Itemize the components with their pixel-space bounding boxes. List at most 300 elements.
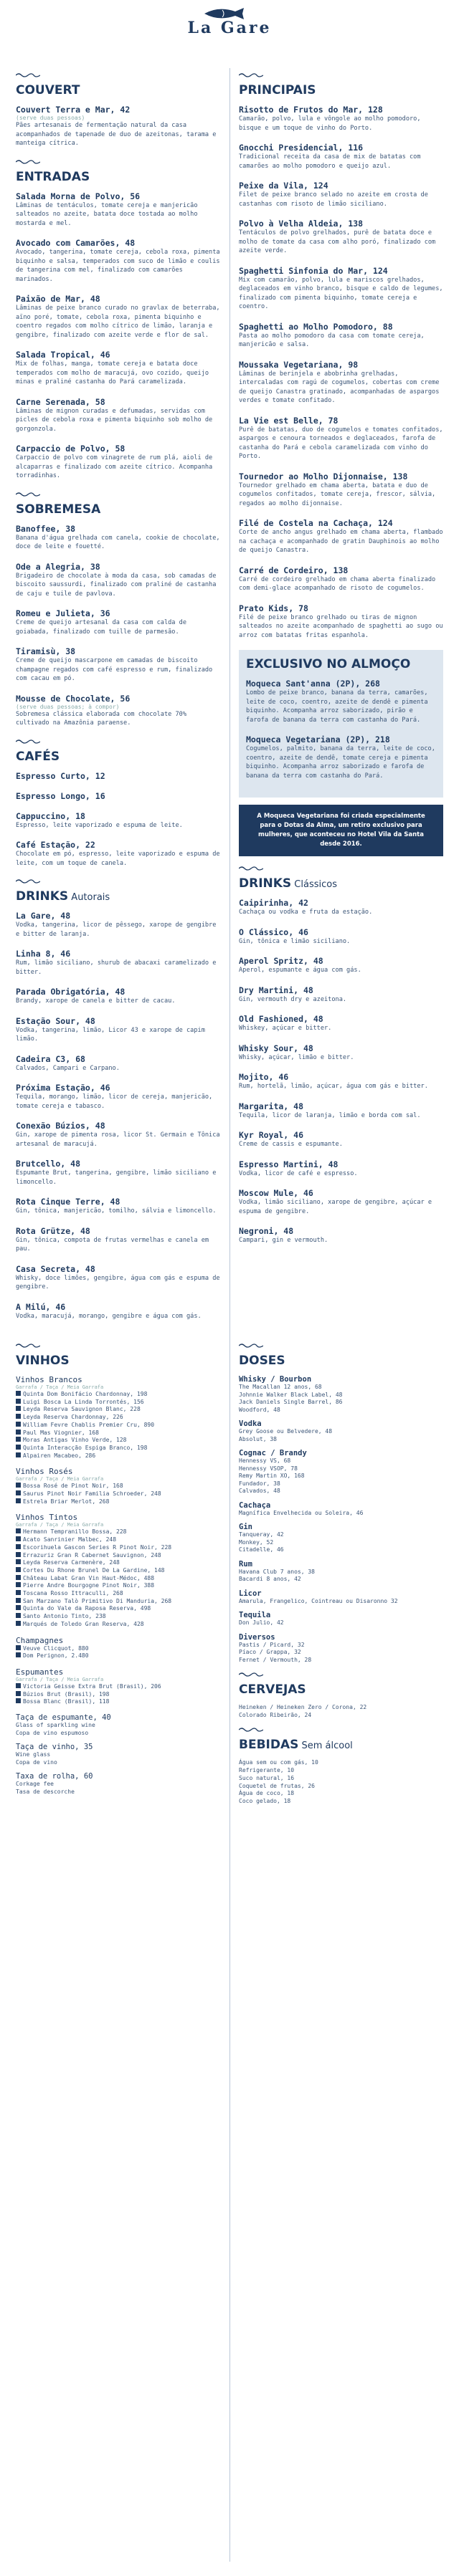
item-desc: Gin, tônica, compota de frutas vermelhas e canela em pau. [16,1236,209,1253]
wine-line [16,1613,220,1621]
item-title: Filé de Costela na Cachaça, 124 [239,518,393,528]
section-subtitle: Sem álcool [298,1741,353,1752]
wine-column [16,1335,220,1806]
bullet-icon [16,1691,21,1696]
dose-group [239,1633,443,1665]
item-title: Mousse de Chocolate, 56 [16,693,131,704]
section-title: DOSES [239,1354,285,1368]
wine-line [16,1483,220,1490]
dose-group [239,1419,443,1443]
item-title: Avocado com Camarões, 48 [16,238,136,248]
item-title: La Vie est Belle, 78 [239,415,339,426]
item-desc: Pães artesanais de fermentação natural da casa acompanhados de tapenade de duo de azeitonas, tarama e manteiga cítrica. [16,122,217,147]
lunch-box [239,650,443,798]
item-desc: Gin, vermouth dry e azeitona. [239,995,347,1003]
item-title: Moscow Mule, 46 [239,1188,313,1198]
menu-item [16,987,220,1006]
item-desc: Carpaccio de polvo com vinagrete de rum plá, aioli de alcaparras e finalizado com azeite cítrico. Acompanha torradinhas. [16,454,213,479]
item-desc: Espresso, leite vaporizado e espuma de leite. [16,821,183,829]
item-desc: Brigadeiro de chocolate à moda da casa, sob camadas de biscoito saussurdi, finalizado com praliné de castanha de caju e tuile de pavlova. [16,572,217,598]
wine-line [16,1422,220,1430]
wine-name: Victoria Geisse Extra Brut (Brasil), 206 [23,1682,161,1690]
item-desc: Vodka, maracujá, morango, gengibre e água com gás. [16,1312,202,1320]
bullet-icon [16,1544,21,1549]
item-title: Spaghetti ao Molho Pomodoro, 88 [239,321,393,332]
item-title: Dry Martini, 48 [239,985,313,995]
menu-item [239,1188,443,1216]
item-title: Brutcello, 48 [16,1159,81,1169]
bullet-icon [16,1452,21,1457]
wine-line [16,1582,220,1590]
wine-group-title: Vinhos Rosés [16,1467,73,1477]
item-desc: Rum, limão siciliano, shurub de abacaxi caramelizado e bitter. [16,959,217,976]
wave-icon [239,1342,263,1349]
wave-icon [239,865,263,872]
drink-lines: Água sem ou com gás, 10 Refrigerante, 10 Suco natural, 16 Coquetel de frutas, 26 Água de coco, 18 Coco gelado, 18 [239,1759,318,1804]
section-title: ENTRADAS [16,169,90,184]
menu-item [239,1014,443,1033]
menu-item [239,1072,443,1091]
wine-line [16,1652,220,1660]
wine-line [16,1498,220,1506]
menu-item [16,911,220,939]
wine-name: Veuve Clicquot, 880 [23,1644,89,1652]
wine-name: Búzios Brut (Brasil), 198 [23,1690,110,1698]
menu-item [239,360,443,406]
wine-line [16,1683,220,1691]
wave-icon [16,72,40,79]
dose-group [239,1560,443,1584]
item-desc: Gin, tônica, manjericão, tomilho, sálvia e limoncello. [16,1207,217,1215]
dose-group-title: Gin [239,1523,252,1531]
bullet-icon [16,1445,21,1450]
menu-item [239,985,443,1005]
menu-item [16,294,220,340]
wine-name: Dom Perignon, 2.480 [23,1652,89,1660]
menu-item [246,679,436,724]
item-desc: Gin, tônica e limão siciliano. [239,937,351,945]
section-title: PRINCIPAIS [239,83,316,97]
menu-item [239,603,443,641]
item-desc: Cogumelos, palmito, banana da terra, leite de coco, coentro, azeite de dendê, tomate cereja e pimenta biquinho. Acompanha arroz saborizado e farofa de banana da terra com castanha do Pará. [246,745,435,780]
wine-group [16,1375,220,1460]
item-desc: Vodka, licor de café e espresso. [239,1169,358,1177]
item-desc: Chocolate em pó, espresso, leite vaporizado e espuma de leite, com um toque de canela. [16,851,220,867]
menu-item [16,840,220,868]
menu-item [239,1101,443,1121]
dose-group [239,1501,443,1518]
menu-item [16,811,220,830]
dose-group [239,1375,443,1414]
menu-item [16,646,220,684]
item-desc: Carré de cordeiro grelhado em chama aberta finalizado com demi-glace acompanhado de risoto de cogumelos. [239,575,436,592]
section-title: DRINKS Clássicos [239,876,337,891]
bullet-icon [16,1621,21,1626]
menu-item [239,416,443,461]
wave-icon [16,738,40,745]
section-title: BEBIDAS Sem álcool [239,1738,353,1753]
menu-item [16,524,220,552]
bullet-icon [16,1590,21,1595]
item-desc: Pasta ao molho pomodoro da casa com tomate cereja, manjericão e salsa. [239,332,425,348]
menu-item [16,1159,220,1187]
wine-name: Hermann Tempranillo Bossa, 228 [23,1528,127,1536]
item-desc: Lâminas de mignon curadas e defumadas, servidas com picles de cebola roxa e pimenta biquinho sob molho de gorgonzola. [16,407,213,433]
item-desc: Mix de folhas, manga, tomate cereja e batata doce temperados com molho de maracujá, ovo cozido, queijo minas e praliné castanha do Pará caramelizada. [16,360,209,386]
item-desc: Creme de cassis e espumante. [239,1141,343,1148]
item-title: Paixão de Mar, 48 [16,294,100,304]
wine-group [16,1636,220,1660]
dose-column [239,1335,443,1806]
wine-name: Pierre Andre Bourgogne Pinot Noir, 388 [23,1582,155,1589]
bullet-icon [16,1559,21,1564]
item-note: (serve duas pessoas) [16,115,85,121]
dose-lines: Havana Club 7 anos, 38 Bacardi 8 anos, 42 [239,1568,315,1582]
item-title: Couvert Terra e Mar, 42 [16,105,131,115]
wine-group-title: Vinhos Tintos [16,1513,78,1523]
item-title: Conexão Búzios, 48 [16,1121,105,1131]
item-desc: Calvados, Campari e Carpano. [16,1064,120,1072]
item-desc: Corte de ancho angus grelhado em chama aberta, flambado na cachaça e acompanhado de gratin Dauphinois ao molho de queijo Canastra. [239,529,443,554]
logo [16,0,443,64]
item-desc: Whisky, doce limões, gengibre, água com gás e espuma de gengibre. [16,1274,220,1291]
item-title: Moqueca Sant'anna (2P), 268 [246,679,380,689]
item-title: Prato Kids, 78 [239,603,308,613]
wave-icon [16,878,40,885]
wine-name: Acato Sanrinier Malbec, 248 [23,1536,117,1543]
item-title: Spaghetti Sinfonia do Mar, 124 [239,265,388,276]
item-title: Gnocchi Presidencial, 116 [239,143,364,153]
bullet-icon [16,1483,21,1488]
item-desc: Aperol, espumante e água com gás. [239,967,361,974]
item-note: (serve duas pessoas; à compor) [16,703,120,710]
wave-icon [16,1342,40,1349]
item-desc: Creme de queijo artesanal da casa com calda de goiabada, finalizado com tuille de parmesão. [16,619,186,636]
wine-line [16,1575,220,1583]
bullet-icon [16,1430,21,1435]
bullet-icon [16,1652,21,1657]
section-title: CERVEJAS [239,1682,306,1697]
item-desc: Tradicional receita da casa de mix de batatas com camarões ao molho pomodoro e queijo azul. [239,153,421,170]
wine-name: Leyda Reserva Carmenère, 248 [23,1559,120,1566]
dose-lines: Don Julio, 42 [239,1619,284,1626]
extra-desc: Corkage fee Tasa de descorche [16,1781,75,1795]
dose-lines: Tanqueray, 42 Monkey, 52 Citadelle, 46 [239,1531,284,1553]
bullet-icon [16,1698,21,1703]
bullet-icon [16,1598,21,1603]
wine-name: Luigi Bosca La Linda Torrontés, 156 [23,1398,144,1405]
item-title: Risotto de Frutos do Mar, 128 [239,105,383,115]
item-title: Estação Sour, 48 [16,1015,95,1026]
wave-icon [239,1671,263,1678]
menu-item [16,1121,220,1149]
wine-group-note: Garrafa / Taça / Meia Garrafa [16,1476,104,1483]
wine-extra [16,1713,220,1737]
item-title: Mojito, 46 [239,1072,289,1082]
wine-name: Quinta do Vale da Raposa Reserva, 498 [23,1605,151,1612]
menu-item [16,1054,220,1073]
dose-lines: The Macallan 12 anos, 68 Johnnie Walker Black Label, 48 Jack Daniels Single Barrel, 86 Woodford, 48 [239,1384,343,1413]
item-desc: Lombo de peixe branco, banana da terra, camarões, leite de coco, coentro, azeite de dendê e pimenta biquinho. Acompanha arroz saborizado, pirão e farofa de banana da terra com castanha do Pará. [246,689,428,724]
item-title: Salada Tropical, 46 [16,350,110,360]
dose-group [239,1611,443,1627]
menu-item [16,771,220,781]
section-title: COUVERT [16,83,80,97]
item-title: Peixe da Vila, 124 [239,181,328,191]
menu-item [239,1130,443,1149]
item-desc: Cachaça ou vodka e fruta da estação. [239,909,373,916]
menu-item [239,898,443,917]
item-desc: Camarão, polvo, lula e vôngole ao molho pomodoro, bisque e um toque de vinho do Porto. [239,115,421,132]
item-title: Polvo à Velha Aldeia, 138 [239,219,364,229]
menu-item [16,1083,220,1111]
menu-item [16,105,220,148]
item-title: Salada Morna de Polvo, 56 [16,191,141,201]
wine-line [16,1536,220,1544]
wine-name: Moras Antigas Vinho Verde, 128 [23,1437,127,1444]
item-title: Negroni, 48 [239,1226,294,1236]
item-title: Old Fashioned, 48 [239,1014,323,1024]
dose-group-title: Whisky / Bourbon [239,1375,312,1384]
item-title: Linha 8, 46 [16,949,71,959]
bullet-icon [16,1422,21,1427]
wine-name: Marqués de Toledo Gran Reserva, 428 [23,1620,144,1627]
wine-group-note: Garrafa / Taça / Meia Garrafa [16,1384,104,1390]
bullet-icon [16,1490,21,1495]
dose-group-title: Tequila [239,1611,271,1619]
section-subtitle: Clássicos [291,879,337,890]
item-title: Cadeira C3, 68 [16,1053,85,1064]
item-title: Margarita, 48 [239,1101,304,1111]
wine-name: Toscana Rosso Ittraculli, 268 [23,1590,123,1597]
item-title: Rota Grütze, 48 [16,1225,90,1236]
wine-line [16,1452,220,1460]
item-desc: Gin, xarope de pimenta rosa, licor St. Germain e Tônica artesanal de maracujá. [16,1131,220,1148]
item-title: Próxima Estação, 46 [16,1083,110,1093]
item-title: Casa Secreta, 48 [16,1263,95,1274]
wine-name: Escorihuela Gascon Series R Pinot Noir, 228 [23,1543,172,1551]
wine-line [16,1605,220,1613]
wine-line [16,1445,220,1452]
dose-group-title: Rum [239,1559,252,1569]
item-title: Tournedor ao Molho Dijonnaise, 138 [239,471,408,482]
wine-line [16,1698,220,1706]
section-title: EXCLUSIVO NO ALMOÇO [246,657,411,671]
item-desc: Whisky, açúcar, limão e bitter. [239,1053,354,1061]
wine-line [16,1621,220,1629]
wine-name: Bossa Blanc (Brasil), 118 [23,1698,110,1705]
item-desc: Filé de peixe branco grelhado ou tiras de mignon salteados no azeite acompanhado de spaghetti ao sugo ou arroz com batatas fritas espanhola. [239,613,443,639]
section-title: VINHOS [16,1354,70,1368]
item-title: Moqueca Vegetariana (2P), 218 [246,734,390,744]
menu-item [16,1016,220,1044]
item-title: Carré de Cordeiro, 138 [239,565,349,575]
item-title: Ode a Alegria, 38 [16,561,100,572]
wine-extra [16,1743,220,1766]
wine-name: Errazuriz Gran R Cabernet Sauvignon, 248 [23,1551,161,1558]
item-title: Espresso Curto, 12 [16,770,105,781]
menu-item [239,105,443,133]
item-title: Cappuccino, 18 [16,810,85,821]
menu-item [16,1226,220,1254]
menu-item [16,949,220,977]
wine-extra [16,1772,220,1796]
menu-item [239,1159,443,1179]
wine-group [16,1467,220,1505]
item-title: Espresso Longo, 16 [16,790,105,801]
dose-group [239,1589,443,1606]
menu-item [239,143,443,171]
menu-item [239,518,443,555]
section-title: DRINKS Autorais [16,889,110,904]
wine-name: San Marzano Talò Primitivo Di Manduria, 268 [23,1597,172,1604]
dose-group [239,1523,443,1554]
item-title: O Clássico, 46 [239,927,308,937]
wave-icon [239,1726,263,1733]
item-desc: Mix com camarão, polvo, lula e mariscos grelhados, deglaceados em vinho branco, bisque e caldo de legumes, finalizado com pimenta biquinho, tomate cereja e coentro. [239,276,443,310]
extra-desc: Wine glass Copa de vino [16,1751,57,1766]
dose-group-title: Cognac / Brandy [239,1449,307,1457]
right-column [239,64,443,1331]
dose-lines: Pastis / Picard, 32 Píaco / Grappa, 32 Fernet / Vermouth, 28 [239,1641,312,1663]
wine-group-note: Garrafa / Taça / Meia Garrafa [16,1522,104,1528]
bullet-icon [16,1536,21,1541]
bullet-icon [16,1498,21,1503]
wine-name: Santo Antonio Tinto, 238 [23,1613,106,1620]
menu-item [239,927,443,947]
left-column [16,64,220,1331]
bullet-icon [16,1683,21,1688]
menu-item [246,734,436,780]
item-desc: Tournedor grelhado em chama aberta, batata e duo de cogumelos confitados, tomate cereja, frescor, sálvia, regados ao molho dijonnaise. [239,482,436,507]
wine-group-title: Champagnes [16,1635,64,1645]
wine-group [16,1513,220,1628]
section-title: SOBREMESA [16,502,101,517]
wine-name: Paul Mas Viognier, 168 [23,1429,99,1436]
extra-desc: Glass of sparkling wine Copa de vino espumoso [16,1722,95,1736]
bullet-icon [16,1399,21,1404]
wine-line [16,1590,220,1598]
item-title: Café Estação, 22 [16,840,95,850]
menu-item [239,1226,443,1245]
wine-name: Estrela Briar Merlot, 268 [23,1498,110,1505]
wine-line [16,1490,220,1498]
bullet-icon [16,1567,21,1572]
bullet-icon [16,1406,21,1411]
wine-group-title: Espumantes [16,1667,64,1677]
item-desc: Campari, gin e vermouth. [239,1237,328,1244]
section-subtitle: Autorais [68,892,110,903]
item-desc: Espumante Brut, tangerina, gengibre, limão siciliano e limoncello. [16,1169,217,1186]
wine-line [16,1391,220,1399]
menu-item [239,266,443,312]
menu-item [16,444,220,481]
wine-line [16,1528,220,1536]
menu-item [16,191,220,229]
wine-name: Alpairen Macabeo, 286 [23,1452,96,1459]
dose-group-title: Cachaça [239,1500,271,1510]
item-desc: Creme de queijo mascarpone em camadas de biscoito champagne regados com café espresso e rum, finalizado com cacau em pó. [16,657,213,682]
menu-item [16,350,220,387]
section-title: CAFÉS [16,749,60,764]
bullet-icon [16,1582,21,1587]
extra-title: Taça de vinho, 35 [16,1743,93,1752]
item-title: Parada Obrigatória, 48 [16,987,126,997]
wine-name: Château Labat Gran Vin Haut-Médoc, 488 [23,1574,155,1581]
item-desc: Brandy, xarope de canela e bitter de cacau. [16,997,176,1005]
drink-lines: Heineken / Heineken Zero / Corona, 22 Colorado Ribeirão, 24 [239,1704,367,1718]
wine-line [16,1406,220,1414]
wine-line [16,1645,220,1653]
menu-item [16,608,220,636]
item-desc: Sobremesa clássica elaborada com chocolate 70% cultivado na Amazônia paraense. [16,710,186,727]
wave-icon [16,158,40,166]
item-title: Whisky Sour, 48 [239,1043,313,1053]
bullet-icon [16,1552,21,1557]
wine-name: Leyda Reserva Sauvignon Blanc, 228 [23,1406,141,1413]
bullet-icon [16,1528,21,1533]
bullet-icon [16,1645,21,1650]
item-desc: Whiskey, açúcar e bitter. [239,1025,332,1032]
wave-icon [239,72,263,79]
bullet-icon [16,1575,21,1580]
bullet-icon [16,1605,21,1610]
item-title: Tiramisù, 38 [16,646,76,656]
wine-group-note: Garrafa / Taça / Meia Garrafa [16,1676,104,1682]
wave-icon [16,491,40,498]
wine-line [16,1691,220,1699]
extra-title: Taxa de rolha, 60 [16,1772,93,1781]
wine-group [16,1667,220,1706]
wine-line [16,1567,220,1575]
item-desc: Banana d'água grelhada com canela, cookie de chocolate, doce de leite e fouetté. [16,534,220,550]
menu-item [16,1302,220,1321]
wine-name: Leyda Reserva Chardonnay, 226 [23,1414,123,1421]
menu-item [16,562,220,599]
dose-group [239,1449,443,1495]
item-title: Kyr Royal, 46 [239,1130,304,1140]
menu-item [16,1264,220,1292]
menu-item [16,1197,220,1216]
item-title: Aperol Spritz, 48 [239,956,323,966]
item-title: Carne Serenada, 58 [16,396,105,407]
item-desc: Tequila, licor de laranja, limão e borda com sal. [239,1111,421,1119]
dose-group-title: Diversos [239,1632,275,1642]
menu-item [239,181,443,209]
wine-line [16,1559,220,1567]
item-title: Espresso Martini, 48 [239,1159,339,1169]
dose-lines: Amarula, Frangelico, Cointreau ou Disaronno 32 [239,1597,398,1604]
wine-line [16,1437,220,1445]
menu-item [16,238,220,284]
item-desc: Purê de batatas, duo de cogumelos e tomates confitados, aspargos e cenoura torneados e deglaceados, farofa de castanha do Pará e cebola caramelizada com vinho do Porto. [239,426,443,460]
wine-name: Quinta Dom Bonifácio Chardonnay, 198 [23,1391,148,1397]
bullet-icon [16,1437,21,1442]
lunch-note: A Moqueca Vegetariana foi criada especialmente para o Dotas da Alma, um retiro exclusivo para mulheres, que aconteceu no Hotel Vila da Santa desde 2016. [239,805,443,856]
item-desc: Vodka, limão siciliano, xarope de gengibre, açúcar e espuma de gengibre. [239,1199,432,1215]
wine-line [16,1544,220,1552]
wine-line [16,1552,220,1560]
item-title: Romeu e Julieta, 36 [16,608,110,618]
menu-item [239,956,443,975]
wine-group-title: Vinhos Brancos [16,1375,82,1384]
menu-item [239,219,443,256]
item-title: Carpaccio de Polvo, 58 [16,444,126,454]
item-desc: Vodka, tangerina, limão, Licor 43 e xarope de capim limão. [16,1026,205,1043]
menu-item [239,565,443,593]
wine-line [16,1414,220,1422]
menu-item [239,322,443,350]
